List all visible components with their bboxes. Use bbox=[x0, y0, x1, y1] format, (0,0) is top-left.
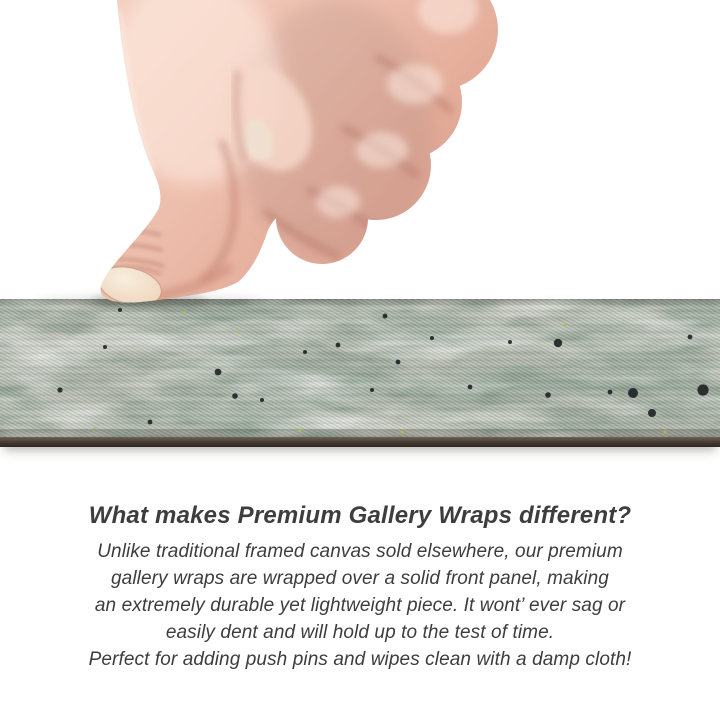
info-line-1: Unlike traditional framed canvas sold elsewhere, our premium bbox=[97, 541, 623, 562]
hand-illustration bbox=[0, 0, 720, 312]
info-line-5: Perfect for adding push pins and wipes clean with a damp cloth! bbox=[88, 649, 632, 670]
canvas-texture bbox=[0, 299, 720, 447]
canvas-bottom-edge bbox=[0, 437, 720, 447]
info-line-4: easily dent and will hold up to the test of time. bbox=[165, 622, 555, 643]
hand-photo bbox=[0, 0, 720, 312]
canvas-face bbox=[0, 299, 720, 437]
info-line-2: gallery wraps are wrapped over a solid front panel, making bbox=[111, 568, 609, 589]
info-text-block bbox=[0, 500, 720, 673]
info-line-3: an extremely durable yet lightweight piece. It wont’ ever sag or bbox=[94, 595, 626, 616]
canvas-edge-band bbox=[0, 299, 720, 447]
info-heading: What makes Premium Gallery Wraps different? bbox=[88, 502, 632, 529]
